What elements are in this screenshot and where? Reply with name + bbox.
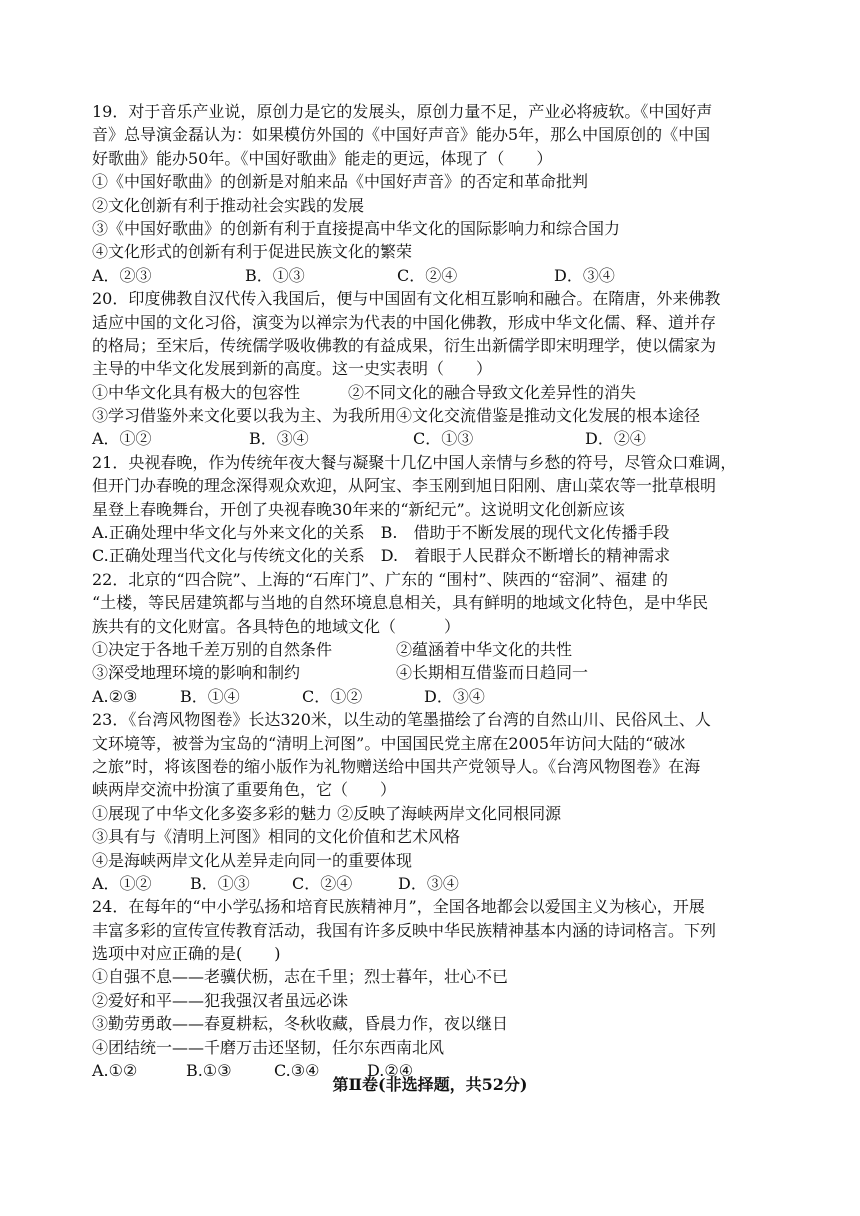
question-stem-line: 20．印度佛教自汉代传入我国后，便与中国固有文化相互影响和融合。在隋唐，外来佛教 [92, 289, 721, 309]
statement-item: ①《中国好歌曲》的创新是对舶来品《中国好声音》的否定和革命批判 [92, 172, 589, 192]
question-stem-line: 适应中国的文化习俗，演变为以禅宗为代表的中国化佛教，形成中华文化儒、释、道并存 [92, 312, 717, 332]
question-stem-line: 但开门办春晚的理念深得观众欢迎，从阿宝、李玉刚到旭日阳刚、唐山菜农等一批草根明 [92, 476, 717, 496]
answer-options [92, 872, 772, 895]
statement-item: ①中华文化具有极大的包容性 ②不同文化的融合导致文化差异性的消失 [92, 382, 637, 402]
option-c: C．①② [302, 686, 363, 706]
statement-item: ③具有与《清明上河图》相同的文化价值和艺术风格 [92, 827, 461, 847]
question-stem-line: 选项中对应正确的是( ) [92, 944, 281, 964]
option-d: D．③④ [398, 873, 459, 893]
question-stem-line: 24．在每年的“中小学弘扬和培育民族精神月”，全国各地都会以爱国主义为核心，开展 [92, 897, 705, 917]
question-stem-line: 星登上春晚舞台，开创了央视春晚30年来的“新纪元”。这说明文化创新应该 [92, 499, 625, 519]
question-24 [92, 895, 772, 1082]
answer-options [92, 685, 772, 708]
answer-options [92, 427, 772, 450]
statement-item: ③学习借鉴外来文化要以我为主、为我所用④文化交流借鉴是推动文化发展的根本途径 [92, 406, 701, 426]
option-d: D．③④ [554, 265, 615, 285]
statement-item: ③《中国好歌曲》的创新有利于直接提高中华文化的国际影响力和综合国力 [92, 218, 621, 238]
option-c: C．①③ [413, 429, 474, 449]
question-stem-line: 文环境等，被誉为宝岛的“清明上河图”。中国国民党主席在2005年访问大陆的“破冰 [92, 733, 686, 753]
question-23 [92, 708, 772, 895]
question-stem-line: 音》总导演金磊认为：如果模仿外国的《中国好声音》能办5年，那么中国原创的《中国 [92, 125, 711, 145]
question-stem-line: 丰富多彩的宣传宣传教育活动，我国有许多反映中华民族精神基本内涵的诗词格言。下列 [92, 920, 717, 940]
question-stem-line: 族共有的文化财富。各具特色的地域文化（ ） [92, 616, 461, 636]
option-d: D．②④ [585, 429, 646, 449]
statement-item: ①自强不息——老骥伏枥，志在千里；烈士暮年，壮心不已 [92, 967, 509, 987]
option-a: A.②③ [92, 686, 138, 706]
question-stem-line: 的格局；至宋后，传统儒学吸收佛教的有益成果，衍生出新儒学即宋明理学，使以儒家为 [92, 335, 717, 355]
question-stem-line: 之旅”时，将该图卷的缩小版作为礼物赠送给中国共产党领导人。《台湾风物图卷》在海 [92, 756, 701, 776]
question-stem-line: 峡两岸交流中扮演了重要角色，它（ ） [92, 780, 397, 800]
option-a: A．②③ [92, 265, 152, 285]
statement-item: ④团结统一——千磨万击还坚韧，任尔东西南北风 [92, 1037, 445, 1057]
option-b: B．①③ [190, 873, 250, 893]
statement-item: ②文化创新有利于推动社会实践的发展 [92, 195, 365, 215]
question-stem-line: 23．《台湾风物图卷》长达320米，以生动的笔墨描绘了台湾的自然山川、民俗风土、人 [92, 710, 711, 730]
question-21 [92, 451, 772, 568]
statement-item: ①决定于各地千差万别的自然条件 ②蕴涵着中华文化的共性 [92, 639, 573, 659]
statement-item: ③深受地理环境的影响和制约 ④长期相互借鉴而日趋同一 [92, 663, 589, 683]
question-20 [92, 287, 772, 451]
option-d: D.②④ [367, 1061, 414, 1081]
question-stem-line: 主导的中华文化发展到新的高度。这一史实表明（ ） [92, 359, 493, 379]
option-d: D．③④ [424, 686, 485, 706]
option-a: A．①② [92, 429, 152, 449]
statement-item: ④是海峡两岸文化从差异走向同一的重要体现 [92, 850, 413, 870]
option-a: A．①② [92, 873, 152, 893]
statement-item: ①展现了中华文化多姿多彩的魅力 ②反映了海峡两岸文化同根同源 [92, 803, 562, 823]
answer-options [92, 264, 772, 287]
answer-option-line: A.正确处理中华文化与外来文化的关系 B. 借助于不断发展的现代文化传播手段 [92, 523, 670, 543]
question-19 [92, 100, 772, 287]
question-stem-line: 19．对于音乐产业说，原创力是它的发展头，原创力量不足，产业必将疲软。《中国好声 [92, 102, 713, 121]
answer-option-line: C.正确处理当代文化与传统文化的关系 D. 着眼于人民群众不断增长的精神需求 [92, 546, 671, 566]
statement-item: ②爱好和平——犯我强汉者虽远必诛 [92, 990, 349, 1010]
section-title: 第Ⅱ卷(非选择题，共52分) [332, 1075, 528, 1094]
question-stem-line: 21．央视春晚，作为传统年夜大餐与凝聚十几亿中国人亲情与乡愁的符号，尽管众口难调， [92, 452, 737, 472]
statement-item: ④文化形式的创新有利于促进民族文化的繁荣 [92, 242, 413, 262]
option-b: B.①③ [186, 1061, 232, 1081]
statement-item: ③勤劳勇敢——春夏耕耘，冬秋收藏，昏晨力作，夜以继日 [92, 1014, 509, 1034]
option-c: C.③④ [274, 1061, 320, 1081]
question-stem-line: 好歌曲》能办50年。《中国好歌曲》能走的更远，体现了（ ） [92, 148, 553, 168]
option-a: A.①② [92, 1061, 138, 1081]
question-stem-line: 22．北京的“四合院”、上海的“石库门”、广东的 “围村”、陕西的“窑洞”、福建 的 [92, 569, 668, 589]
option-c: C．②④ [292, 873, 353, 893]
option-b: B．①④ [180, 686, 240, 706]
question-22 [92, 568, 772, 708]
option-b: B．③④ [249, 429, 309, 449]
question-stem-line: “土楼，等民居建筑都与当地的自然环境息息相关，具有鲜明的地域文化特色，是中华民 [92, 593, 709, 613]
option-c: C．②④ [397, 265, 458, 285]
option-b: B．①③ [245, 265, 305, 285]
question-list [92, 100, 772, 1082]
